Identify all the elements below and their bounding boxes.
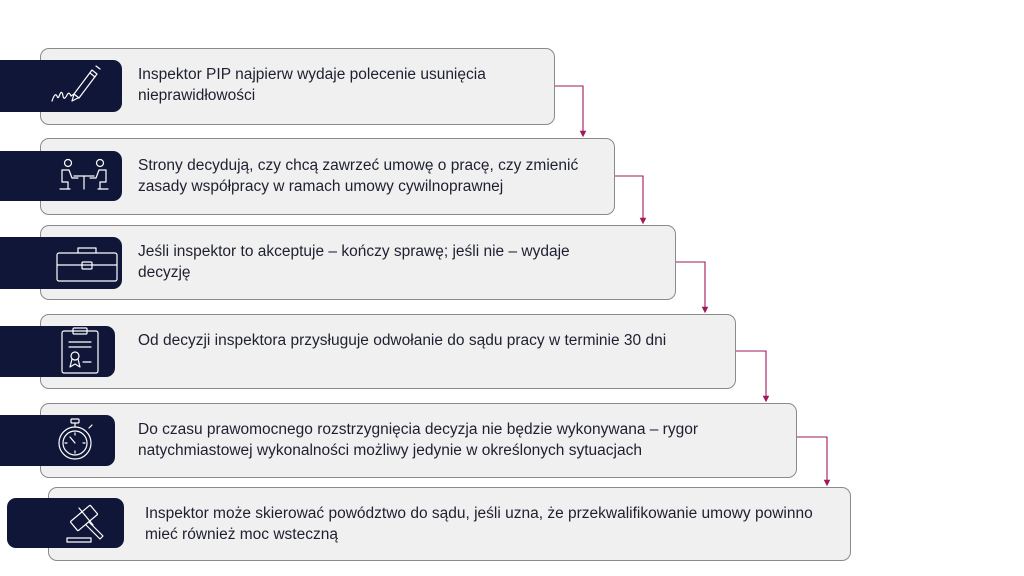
step-text-5: Do czasu prawomocnego rozstrzygnięcia decyzja nie będzie wykonywana – rygor natychmiastowej wykonalności możliwy jedynie w określonych sytuacjach <box>138 421 698 459</box>
connector-3-4 <box>676 262 705 310</box>
connector-4-5 <box>736 351 766 399</box>
step-text-6: Inspektor może skierować powództwo do sądu, jeśli uzna, że przekwalifikowanie umowy powinno mieć również moc wsteczną <box>145 505 813 543</box>
step-text-1: Inspektor PIP najpierw wydaje polecenie usunięcia nieprawidłowości <box>138 66 486 104</box>
connector-2-3 <box>615 176 643 221</box>
step-text-3: Jeśli inspektor to akceptuje – kończy sprawę; jeśli nie – wydaje decyzję <box>138 243 570 281</box>
step-text-4: Od decyzji inspektora przysługuje odwołanie do sądu pracy w terminie 30 dni <box>138 332 667 349</box>
step-text-2: Strony decydują, czy chcą zawrzeć umowę o pracę, czy zmienić zasady współpracy w ramach umowy cywilnoprawnej <box>138 157 579 195</box>
connector-1-2 <box>555 86 583 134</box>
connector-5-6 <box>797 437 827 483</box>
